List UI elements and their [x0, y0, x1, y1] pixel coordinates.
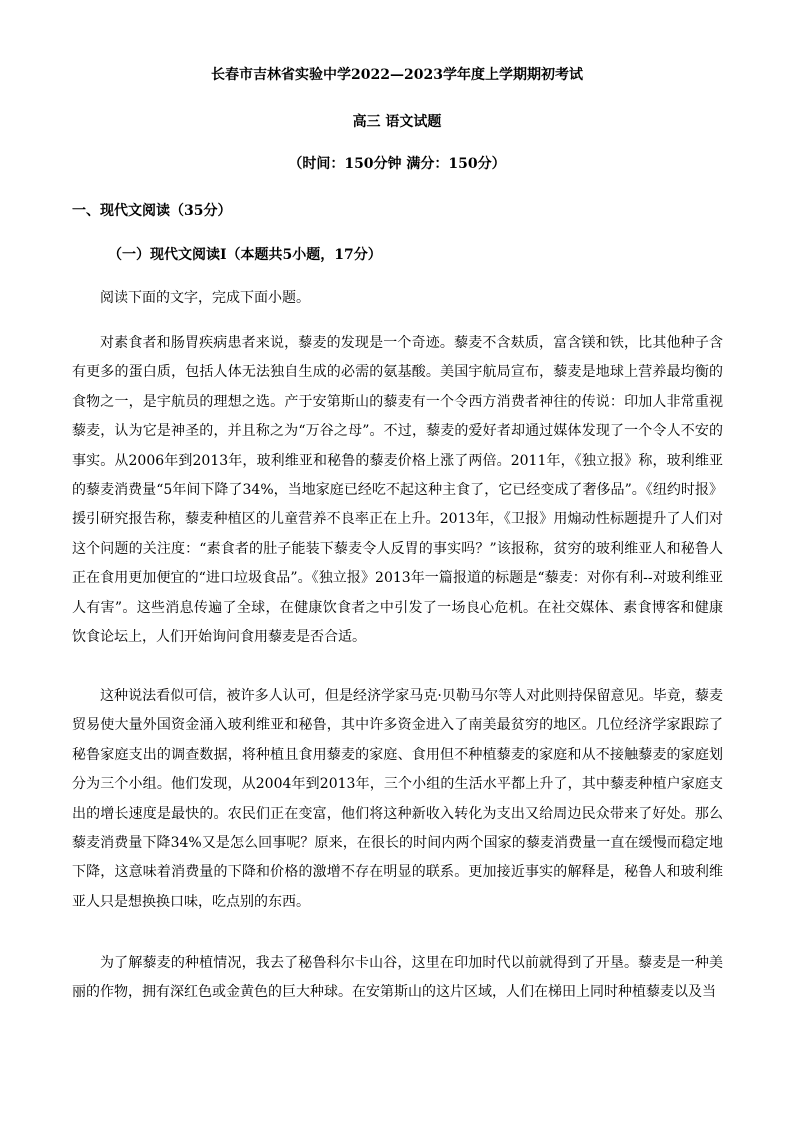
passage-paragraph: 为了解藜麦的种植情况，我去了秘鲁科尔卡山谷，这里在印加时代以前就得到了开垦。藜麦是一种美丽的作物，拥有深红色或金黄色的巨大种球。在安第斯山的这片区域，人们在梯田上同时种植藜麦以及当: [72, 955, 723, 1001]
exam-time-score: （时间：150分钟 满分：150分）: [288, 156, 506, 172]
exam-title: 长春市吉林省实验中学2022—2023学年度上学期期初考试: [211, 67, 583, 83]
passage-paragraph: 对素食者和肠胃疾病患者来说，藜麦的发现是一个奇迹。藜麦不含麸质，富含镁和铁，比其他种子含有更多的蛋白质，包括人体无法独自生成的必需的氨基酸。美国宇航局宣布，藜麦是地球上营养最均衡的食物之一，是宇航员的理想之选。产于安第斯山的藜麦有一个令西方消费者神往的传说：印加人非常重视藜麦，认为它是神圣的，并且称之为“万谷之母”。不过，藜麦的爱好者却通过媒体发现了一个令人不安的事实。从2006年到2013年，玻利维亚和秘鲁的藜麦价格上涨了两倍。2011年，《独立报》称，玻利维亚的藜麦消费量“5年间下降了34%，当地家庭已经吃不起这种主食了，它已经变成了奢侈品”。《纽约时报》援引研究报告称，藜麦种植区的儿童营养不良率正在上升。2013年，《卫报》用煽动性标题提升了人们对这个问题的关注度：“素食者的肚子能装下藜麦令人反胃的事实吗？”该报称，贫穷的玻利维亚人和秘鲁人正在食用更加便宜的“进口垃圾食品”。《独立报》2013年一篇报道的标题是“藜麦：对你有利--对玻利维亚人有害”。这些消息传遍了全球，在健康饮食者之中引发了一场良心危机。在社交媒体、素食博客和健康饮食论坛上，人们开始询问食用藜麦是否合适。: [72, 335, 723, 646]
passage-paragraph: 这种说法看似可信，被许多人认可，但是经济学家马克·贝勒马尔等人对此则持保留意见。毕竟，藜麦贸易使大量外国资金涌入玻利维亚和秘鲁，其中许多资金进入了南美最贫穷的地区。几位经济学家跟踪了秘鲁家庭支出的调查数据，将种植且食用藜麦的家庭、食用但不种植藜麦的家庭和从不接触藜麦的家庭划分为三个小组。他们发现，从2004年到2013年，三个小组的生活水平都上升了，其中藜麦种植户家庭支出的增长速度是最快的。农民们正在变富，他们将这种新收入转化为支出又给周边民众带来了好处。那么藜麦消费量下降34%又是怎么回事呢？原来，在很长的时间内两个国家的藜麦消费量一直在缓慢而稳定地下降，这意味着消费量的下降和价格的激增不存在明显的联系。更加接近事实的解释是，秘鲁人和玻利维亚人只是想换换口味，吃点别的东西。: [72, 688, 723, 910]
exam-subtitle: 高三 语文试题: [352, 114, 442, 130]
section-heading: 一、现代文阅读（35分）: [72, 203, 232, 219]
subsection-heading: （一）现代文阅读Ⅰ（本题共5小题，17分）: [108, 247, 382, 263]
reading-instruction: 阅读下面的文字，完成下面小题。: [100, 290, 310, 306]
